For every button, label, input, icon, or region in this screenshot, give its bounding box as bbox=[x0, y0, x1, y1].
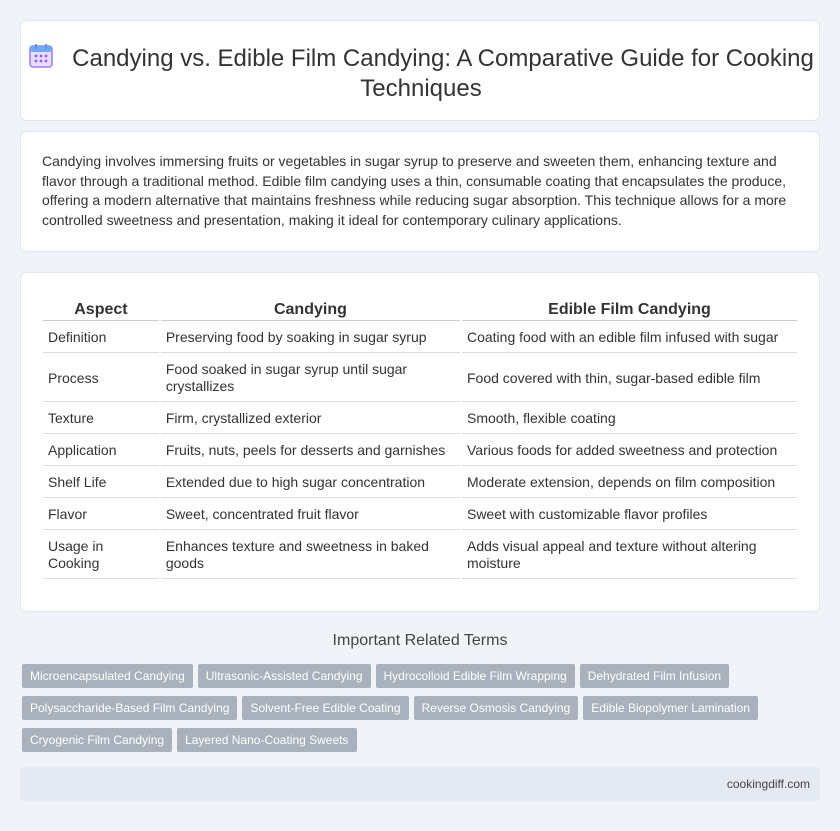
related-term-tag[interactable]: Solvent-Free Edible Coating bbox=[242, 696, 408, 720]
header-aspect: Aspect bbox=[43, 299, 159, 321]
table-row bbox=[43, 323, 797, 353]
cell-candying: Sweet, concentrated fruit flavor bbox=[161, 500, 460, 530]
page-title bbox=[21, 43, 821, 104]
cell-candying: Fruits, nuts, peels for desserts and garnishes bbox=[161, 436, 460, 466]
cell-edible-film: Sweet with customizable flavor profiles bbox=[462, 500, 797, 530]
cell-edible-film: Coating food with an edible film infused with sugar bbox=[462, 323, 797, 353]
cell-aspect: Usage in Cooking bbox=[43, 532, 159, 579]
related-terms-title: Important Related Terms bbox=[332, 632, 508, 649]
calendar-icon bbox=[28, 43, 54, 69]
page-title-text: Candying vs. Edible Film Candying: A Comparative Guide for Cooking Techniques bbox=[72, 45, 814, 102]
related-term-tag[interactable]: Reverse Osmosis Candying bbox=[414, 696, 579, 720]
related-term-tag[interactable]: Edible Biopolymer Lamination bbox=[583, 696, 758, 720]
related-term-tag[interactable]: Polysaccharide-Based Film Candying bbox=[22, 696, 237, 720]
table-row bbox=[43, 532, 797, 579]
table-header-row bbox=[43, 299, 797, 321]
header-card bbox=[20, 20, 820, 121]
table-row bbox=[43, 468, 797, 498]
footer bbox=[20, 767, 820, 801]
cell-aspect: Texture bbox=[43, 404, 159, 434]
related-term-tag[interactable]: Hydrocolloid Edible Film Wrapping bbox=[376, 664, 575, 688]
cell-aspect: Definition bbox=[43, 323, 159, 353]
header-edible-film: Edible Film Candying bbox=[462, 299, 797, 321]
cell-aspect: Application bbox=[43, 436, 159, 466]
intro-card bbox=[20, 131, 820, 252]
cell-candying: Preserving food by soaking in sugar syrup bbox=[161, 323, 460, 353]
footer-site-link[interactable]: cookingdiff.com bbox=[726, 777, 810, 791]
cell-aspect: Shelf Life bbox=[43, 468, 159, 498]
comparison-table-card bbox=[20, 272, 820, 612]
cell-edible-film: Food covered with thin, sugar-based edible film bbox=[462, 355, 797, 402]
comparison-table bbox=[41, 297, 799, 581]
table-row bbox=[43, 355, 797, 402]
intro-paragraph: Candying involves immersing fruits or vegetables in sugar syrup to preserve and sweeten them, enhancing texture and flavor through a traditional method. Edible film candying uses a thin, consumable coating that encapsulates the produce, offering a modern alternative that maintains freshness while reducing sugar absorption. This technique allows for a more controlled sweetness and presentation, making it ideal for contemporary culinary applications. bbox=[42, 153, 787, 228]
table-row bbox=[43, 500, 797, 530]
header-candying: Candying bbox=[161, 299, 460, 321]
cell-aspect: Process bbox=[43, 355, 159, 402]
cell-edible-film: Moderate extension, depends on film composition bbox=[462, 468, 797, 498]
table-row bbox=[43, 404, 797, 434]
cell-edible-film: Smooth, flexible coating bbox=[462, 404, 797, 434]
related-term-tag[interactable]: Ultrasonic-Assisted Candying bbox=[198, 664, 371, 688]
title-wrap bbox=[21, 43, 821, 104]
cell-candying: Enhances texture and sweetness in baked goods bbox=[161, 532, 460, 579]
cell-aspect: Flavor bbox=[43, 500, 159, 530]
cell-candying: Firm, crystallized exterior bbox=[161, 404, 460, 434]
related-term-tag[interactable]: Dehydrated Film Infusion bbox=[580, 664, 729, 688]
cell-edible-film: Various foods for added sweetness and protection bbox=[462, 436, 797, 466]
related-term-tag[interactable]: Cryogenic Film Candying bbox=[22, 728, 172, 752]
cell-candying: Extended due to high sugar concentration bbox=[161, 468, 460, 498]
related-term-tag[interactable]: Layered Nano-Coating Sweets bbox=[177, 728, 356, 752]
cell-candying: Food soaked in sugar syrup until sugar crystallizes bbox=[161, 355, 460, 402]
cell-edible-film: Adds visual appeal and texture without altering moisture bbox=[462, 532, 797, 579]
related-term-tag[interactable]: Microencapsulated Candying bbox=[22, 664, 193, 688]
related-terms-list bbox=[22, 664, 822, 760]
table-row bbox=[43, 436, 797, 466]
